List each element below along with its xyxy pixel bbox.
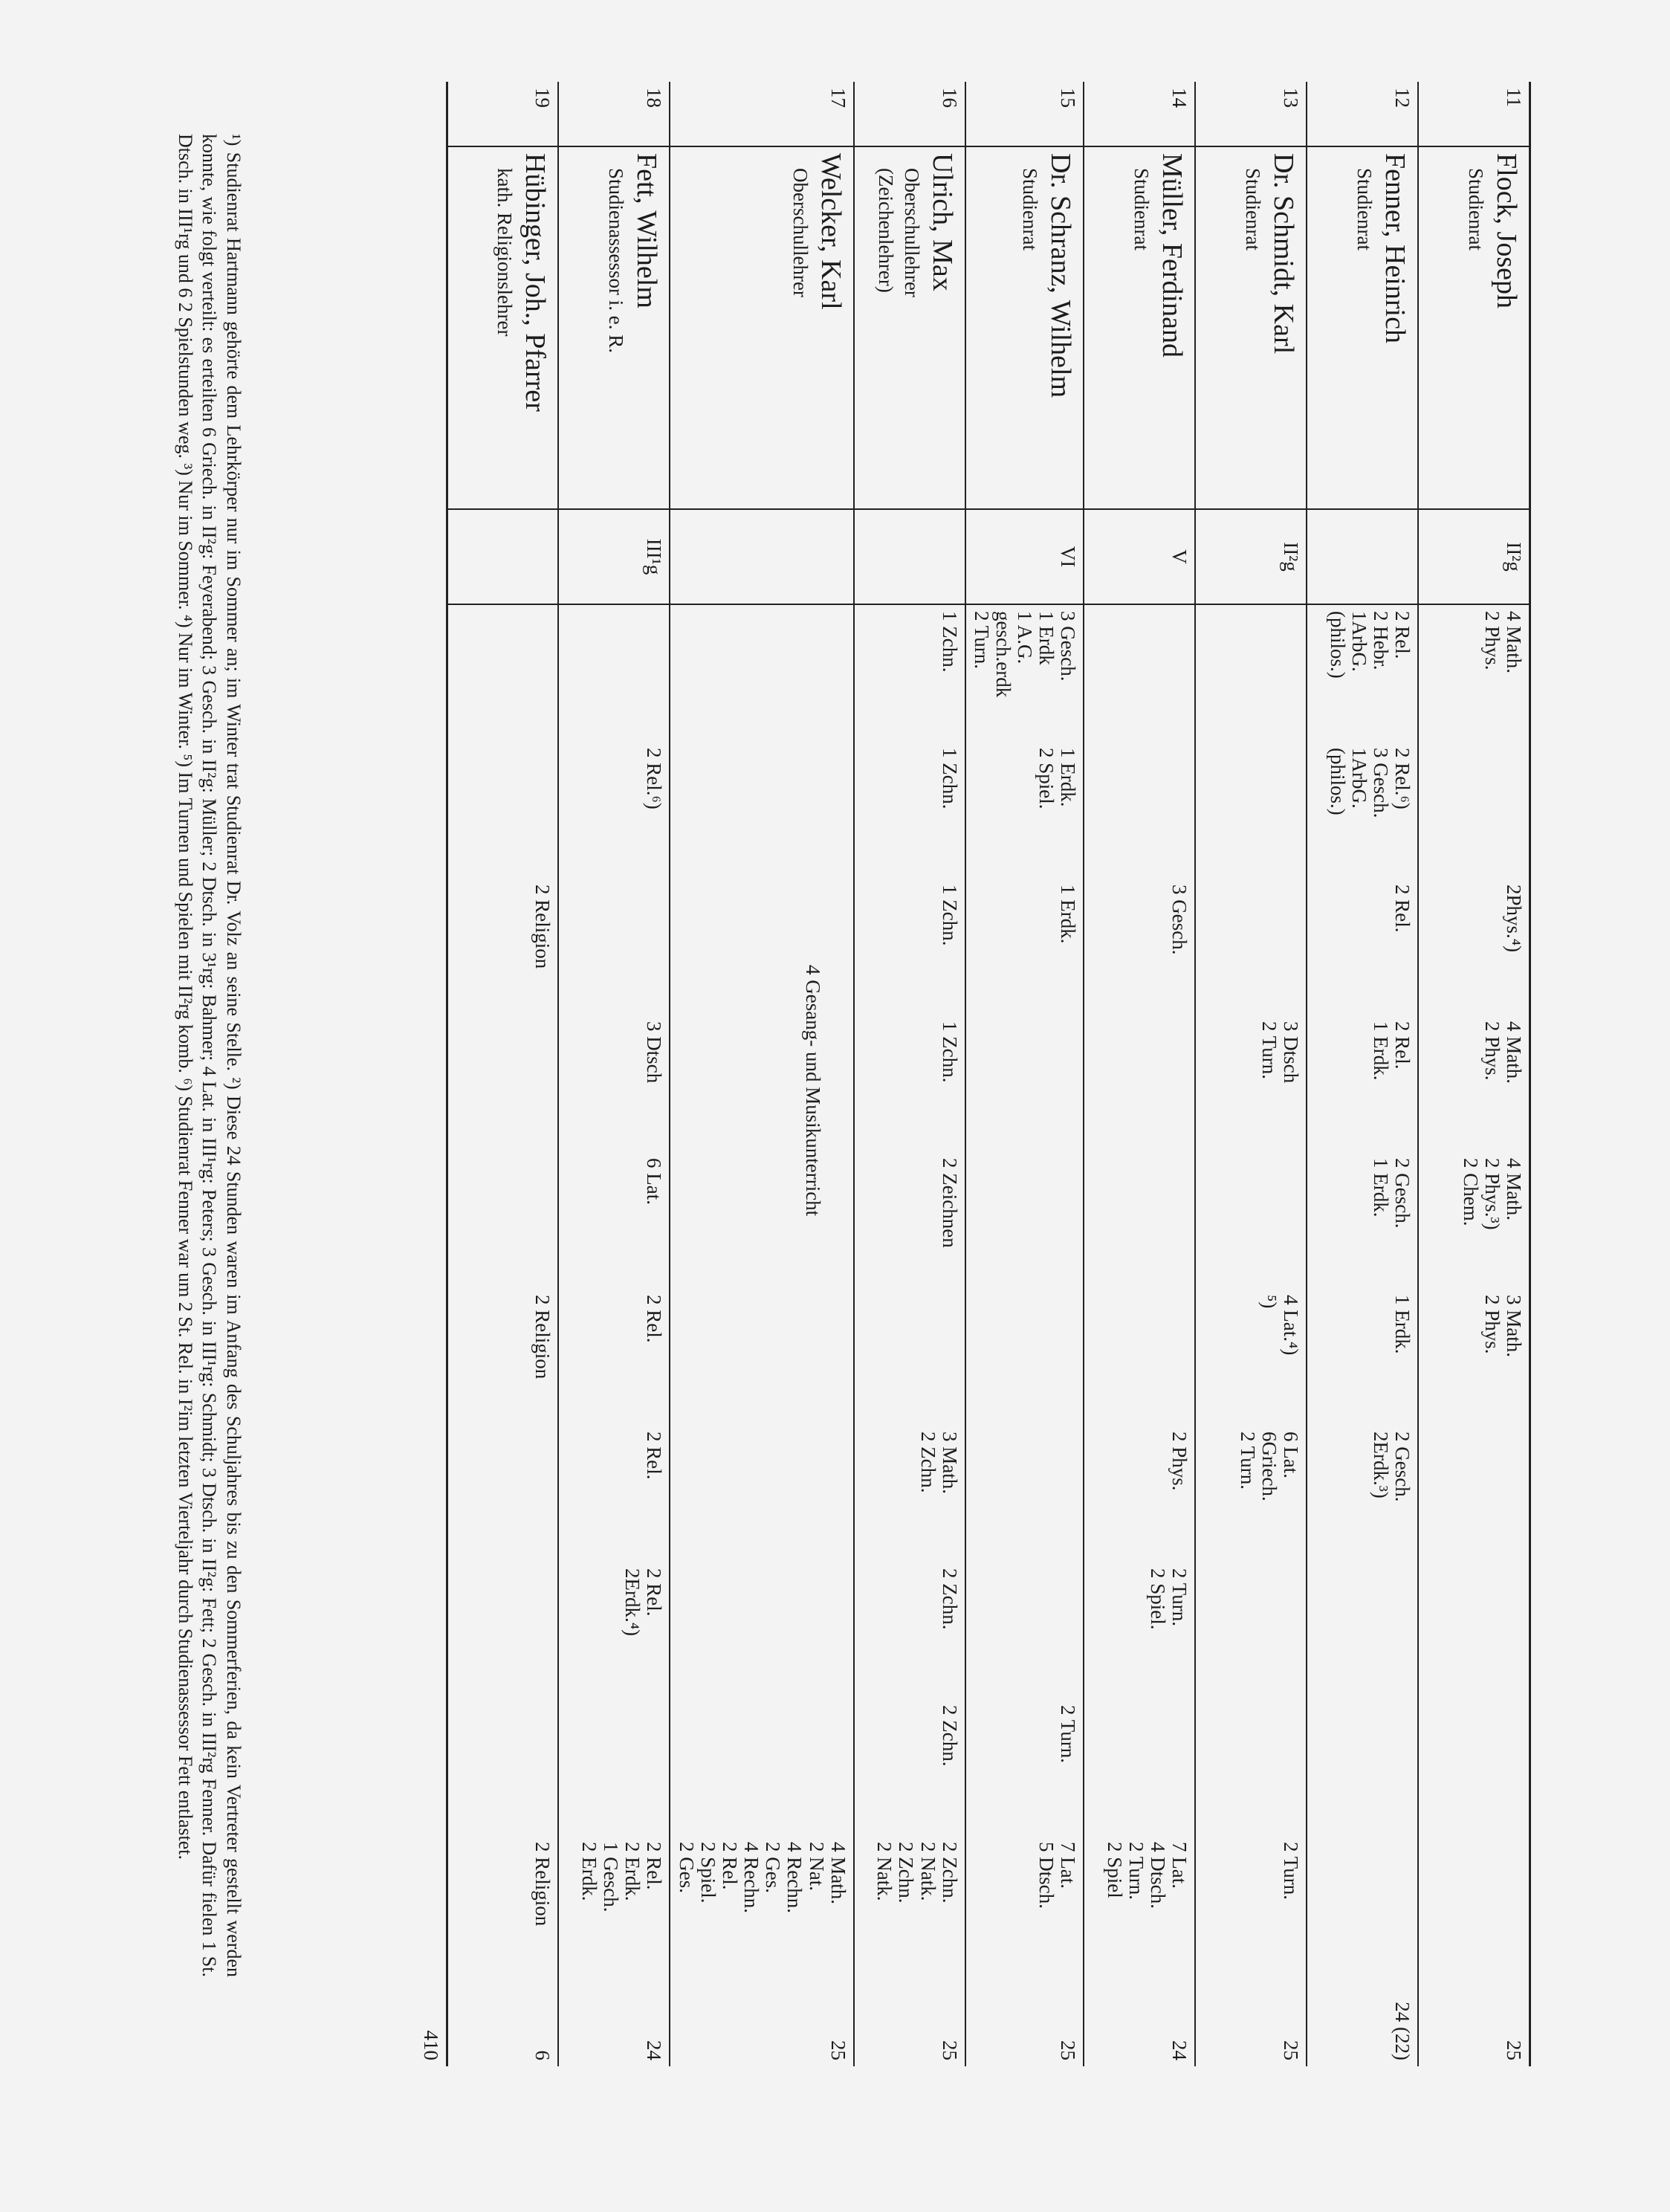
- lesson-entry: 2 Turn.: [1125, 1842, 1148, 1901]
- lesson-entry: 2 Religion: [531, 885, 554, 969]
- lesson-cell: [854, 1836, 965, 1973]
- teacher-title: Oberschullehrer: [900, 168, 923, 297]
- lesson-entry: 2 Rel.: [1391, 885, 1414, 933]
- footnotes: [173, 134, 246, 1977]
- class-cell: [854, 509, 965, 604]
- lesson-entry: 2 Turn.: [1057, 1705, 1080, 1764]
- lesson-entry: 2 Rel.: [643, 1568, 666, 1617]
- lesson-entry: 7 Lat.: [1057, 1842, 1080, 1889]
- lesson-entry: 2 Chem.: [1459, 1158, 1482, 1226]
- lesson-entry: 1 Zchn.: [938, 885, 961, 946]
- row-number: 14: [1084, 82, 1196, 146]
- lesson-cell: [558, 1836, 670, 1973]
- teacher-cell: [854, 146, 965, 509]
- teacher-title: kath. Religionslehrer: [493, 168, 517, 337]
- class-cell: II²g: [1419, 509, 1530, 604]
- lesson-cell: [854, 1289, 965, 1426]
- row-number: 19: [447, 82, 558, 146]
- lesson-entry: 2 Rel.: [1391, 611, 1414, 659]
- table-row: [1196, 82, 1307, 2066]
- lesson-cell: [1307, 879, 1419, 1015]
- class-cell: [447, 509, 558, 604]
- lesson-entry: 1 Zchn.: [938, 1021, 961, 1083]
- lesson-entry: 3 Gesch.: [1168, 885, 1191, 955]
- hours-cell: 25: [826, 2040, 849, 2060]
- teacher-cell: [1419, 146, 1530, 509]
- teacher-name: Dr. Schranz, Wilhelm: [1045, 153, 1077, 398]
- lesson-entry: 2 Zchn.: [895, 1842, 918, 1904]
- lesson-cell: [1196, 1699, 1307, 1836]
- lesson-cell: [558, 604, 670, 742]
- hours-cell: 24: [643, 2040, 666, 2060]
- lesson-entry: 2 Rel.: [643, 1295, 666, 1343]
- lesson-entry: 1 Erdk.: [1057, 748, 1080, 807]
- lesson-entry: 1 A.G.: [1014, 611, 1037, 664]
- teacher-cell: [670, 146, 853, 509]
- teacher-title: Studienrat: [1464, 168, 1487, 250]
- lesson-entry: 2Erdk.⁴): [621, 1568, 644, 1637]
- lesson-cell: [447, 879, 558, 1015]
- total-spacer: [387, 82, 447, 1973]
- lesson-cell: [1419, 1562, 1530, 1699]
- lesson-entry: 3 Gesch.: [1370, 748, 1393, 818]
- lesson-cell: [965, 1836, 1084, 1973]
- lesson-entry: 2 Turn.: [970, 611, 993, 670]
- bleed-through-text: [83, 149, 111, 155]
- lesson-entry: 1 Erdk.: [1370, 1158, 1393, 1217]
- lesson-entry: 1 Gesch.: [600, 1842, 623, 1912]
- lesson-cell: [558, 742, 670, 879]
- teacher-cell: [965, 146, 1084, 509]
- lesson-cell: [1307, 1562, 1419, 1699]
- teacher-title: Studienrat: [1019, 168, 1042, 250]
- class-cell: VI: [965, 509, 1084, 604]
- lesson-cell: [854, 742, 965, 879]
- lesson-entry: 2 Rel.: [643, 1432, 666, 1480]
- table-row: [670, 82, 853, 2066]
- lesson-cell: [1196, 1289, 1307, 1426]
- row-number: 11: [1419, 82, 1530, 146]
- teacher-title: Studienrat: [1353, 168, 1376, 250]
- lesson-cell: [1084, 1152, 1196, 1289]
- lesson-span-cell: 4 Gesang- und Musikunterricht: [801, 965, 824, 1217]
- lesson-entry: 2 Rel.⁶): [1391, 748, 1414, 809]
- lesson-entry: 2 Turn.: [1237, 1432, 1260, 1490]
- lesson-cell: [447, 1562, 558, 1699]
- lesson-entry: 2 Erdk.: [578, 1842, 601, 1901]
- lesson-cell: [1419, 1015, 1530, 1152]
- table-row: [1419, 82, 1530, 2066]
- row-number: 18: [558, 82, 670, 146]
- lesson-cell: [1084, 1562, 1196, 1699]
- hours-cell: 25: [1057, 2040, 1080, 2060]
- lesson-entry: 1 Erdk.: [1391, 1295, 1414, 1354]
- footnote-text: ¹) Studienrat Hartmann gehörte dem Lehrkörper nur im Sommer an; im Winter trat Studienrat Dr. Volz an seine Stelle. ²) Diese 24 Stunden waren im Anfang des Schuljahres bis zu den Sommerferien, da kein Vertreter gestellt werden konnte, wie folgt verteilt: es erteilten 6 Griech. in II²g: Feyerabend; 3 Gesch. in II²g: Müller; 2 Dtsch. in 3¹rg: Bahmer; 4 Lat. in III¹rg: Peters; 3 Gesch. in III¹rg: Schmidt; 3 Dtsch. in II²g: Fett; 2 Gesch. in III²rg Fenner. Dafür fielen 1 St. Dtsch. in III¹rg und 6 2 Spielstunden weg. ³) Nur im Sommer. ⁴) Nur im Winter. ⁵) Im Turnen und Spielen mit II²rg komb. ⁶) Studienrat Fenner war um 2 St. Rel. in I²im letzten Vierteljahr durch Studienassessor Fett entlastet.: [175, 134, 245, 1977]
- lesson-entry: 4 Math.: [1503, 1021, 1525, 1084]
- lesson-entry: 3 Math.: [1503, 1295, 1525, 1357]
- lesson-cell: [854, 879, 965, 1015]
- lesson-entry: 2 Zchn.: [938, 1705, 961, 1767]
- lesson-entry: 2 Phys.³): [1480, 1158, 1504, 1230]
- lesson-cell: [558, 1152, 670, 1289]
- teacher-name: Dr. Schmidt, Karl: [1268, 153, 1300, 355]
- lesson-cell: [1307, 1289, 1419, 1426]
- lesson-entry: 2 Ges.: [675, 1842, 698, 1893]
- lesson-cell: [1084, 879, 1196, 1015]
- teacher-name: Fett, Wilhelm: [631, 153, 663, 308]
- class-cell: [1307, 509, 1419, 604]
- teacher-name: Hübinger, Joh., Pfarrer: [520, 153, 551, 412]
- lesson-cell: [1307, 1426, 1419, 1562]
- lesson-entry: 1 Erdk.: [1057, 885, 1080, 944]
- teacher-cell: [1307, 146, 1419, 509]
- teacher-title: Studienrat: [1242, 168, 1265, 250]
- lesson-cell: [854, 1699, 965, 1836]
- lesson-entry: 2 Spiel.: [1035, 748, 1058, 809]
- lesson-cell: [1084, 1699, 1196, 1836]
- lesson-entry: 2 Natk.: [873, 1842, 896, 1901]
- teacher-title-extra: (Zeichenlehrer): [874, 168, 897, 293]
- lesson-entry: 4 Rechn.: [783, 1842, 806, 1913]
- lesson-entry: 2 Zchn.: [916, 1432, 939, 1493]
- row-number: 12: [1307, 82, 1419, 146]
- row-number: 16: [854, 82, 965, 146]
- lesson-cell: [1419, 1289, 1530, 1426]
- lesson-entry: 2 Zchn.: [938, 1842, 961, 1904]
- lesson-cell: [965, 1152, 1084, 1289]
- lesson-entry: 2 Turn.: [1168, 1568, 1191, 1627]
- lesson-entry: 2 Gesch.: [1391, 1432, 1414, 1502]
- lesson-cell: [1196, 1562, 1307, 1699]
- lesson-cell: [447, 1152, 558, 1289]
- lesson-cell: [1419, 742, 1530, 879]
- lesson-entry: 2 Nat.: [805, 1842, 828, 1891]
- lesson-entry: 2 Spiel.: [696, 1842, 719, 1904]
- lesson-cell: [1084, 742, 1196, 879]
- lesson-entry: 2 Phys.: [1480, 611, 1504, 670]
- lesson-cell: [670, 1836, 853, 1973]
- lesson-entry: 2 Gesch.: [1391, 1158, 1414, 1229]
- lesson-entry: 2 Erdk.: [621, 1842, 644, 1901]
- class-cell: [670, 509, 853, 604]
- lesson-entry: 4 Math.: [1503, 611, 1525, 673]
- lesson-cell: [447, 1015, 558, 1152]
- lesson-entry: 1 Zchn.: [938, 611, 961, 673]
- teacher-name: Müller, Ferdinand: [1156, 153, 1188, 358]
- lesson-entry: 2 Spiel: [1104, 1842, 1127, 1898]
- lesson-entry: 1 Erdk: [1035, 611, 1058, 665]
- lesson-entry: 4 Math.: [826, 1842, 849, 1904]
- lesson-entry: 4 Rechn.: [740, 1842, 763, 1913]
- lesson-cell: [965, 879, 1084, 1015]
- hours-cell: 24 (22): [1391, 2002, 1414, 2060]
- table-row: [1307, 82, 1419, 2066]
- row-number: 17: [670, 82, 853, 146]
- lesson-entry: 2 Turn.: [1258, 1021, 1281, 1080]
- lesson-cell: [1084, 1426, 1196, 1562]
- lesson-cell: [1419, 1699, 1530, 1836]
- teacher-cell: [558, 146, 670, 509]
- lesson-cell: [1084, 1289, 1196, 1426]
- lesson-entry: 1 Zchn.: [938, 748, 961, 809]
- lesson-cell: [1419, 1836, 1530, 1973]
- lesson-entry: 2 Zchn.: [938, 1568, 961, 1630]
- lesson-entry: 3 Dtsch: [1280, 1021, 1303, 1084]
- rotated-document: [149, 82, 1531, 2060]
- lesson-cell: [854, 1426, 965, 1562]
- class-cell: II²g: [1196, 509, 1307, 604]
- lesson-cell: [965, 1015, 1084, 1152]
- lesson-cell: [1196, 1426, 1307, 1562]
- lesson-cell: [965, 742, 1084, 879]
- lesson-cell: [1307, 1836, 1419, 1973]
- teacher-title: Oberschullehrer: [789, 168, 812, 297]
- teacher-cell: [447, 146, 558, 509]
- lesson-cell: [1196, 742, 1307, 879]
- lesson-cell: [1307, 1015, 1419, 1152]
- lesson-cell: [447, 604, 558, 742]
- lesson-entry: 2 Rel.⁶): [643, 748, 666, 809]
- lesson-cell: [447, 1289, 558, 1426]
- table-row: [854, 82, 965, 2066]
- lesson-cell: [854, 1015, 965, 1152]
- lesson-entry: 2Phys.⁴): [1503, 885, 1525, 953]
- lesson-entry: gesch.erdk: [992, 611, 1015, 698]
- lesson-entry: 5 Dtsch.: [1035, 1842, 1058, 1909]
- lesson-entry: 2Erdk.³): [1370, 1432, 1393, 1498]
- lesson-entry: 4 Dtsch.: [1147, 1842, 1170, 1909]
- class-cell: III¹g: [558, 509, 670, 604]
- lesson-cell: [854, 1562, 965, 1699]
- lesson-cell: [1419, 1426, 1530, 1562]
- lesson-entry: 2 Hebr.: [1370, 611, 1393, 670]
- lesson-cell: [965, 1562, 1084, 1699]
- lesson-entry: (philos.): [1327, 611, 1350, 679]
- lesson-cell: [1307, 742, 1419, 879]
- row-number: 13: [1196, 82, 1307, 146]
- lesson-entry: 3 Math.: [938, 1432, 961, 1494]
- teacher-name: Ulrich, Max: [926, 153, 958, 291]
- table-row: [965, 82, 1084, 2066]
- lesson-entry: 2 Phys.: [1480, 1295, 1504, 1354]
- lesson-cell: [1307, 1699, 1419, 1836]
- lesson-cell: [447, 1699, 558, 1836]
- lesson-entry: 4 Math.: [1503, 1158, 1525, 1220]
- lesson-entry: 7 Lat.: [1168, 1842, 1191, 1889]
- row-number: 15: [965, 82, 1084, 146]
- lesson-cell: [447, 742, 558, 879]
- lesson-cell: [558, 1426, 670, 1562]
- lesson-entry: 2 Zeichnen: [938, 1158, 961, 1248]
- teacher-cell: [1084, 146, 1196, 509]
- lesson-cell: [447, 1836, 558, 1973]
- lesson-entry: 6 Lat.: [643, 1158, 666, 1205]
- lesson-cell: [447, 1426, 558, 1562]
- lesson-entry: 2 Religion: [531, 1295, 554, 1380]
- lesson-cell: [1084, 604, 1196, 742]
- teacher-name: Flock, Joseph: [1491, 153, 1522, 308]
- hours-cell: 25: [1280, 2040, 1303, 2060]
- hours-cell: 25: [938, 2040, 961, 2060]
- lesson-entry: 2 Natk.: [916, 1842, 939, 1901]
- lesson-entry: 2 Turn.: [1280, 1842, 1303, 1901]
- lesson-cell: [558, 879, 670, 1015]
- teacher-name: Welcker, Karl: [815, 153, 847, 310]
- lesson-cell: [965, 1699, 1084, 1836]
- lesson-cell: [1419, 604, 1530, 742]
- table-row: [558, 82, 670, 2066]
- lesson-cell: [854, 604, 965, 742]
- lesson-cell: [670, 604, 853, 742]
- table-row: [447, 82, 558, 2066]
- lesson-cell: [965, 1426, 1084, 1562]
- lesson-cell: [1419, 879, 1530, 1015]
- teacher-name: Fenner, Heinrich: [1379, 153, 1411, 343]
- lesson-cell: [1196, 604, 1307, 742]
- lesson-entry: 1ArbG.: [1348, 611, 1371, 672]
- lesson-cell: [1196, 1152, 1307, 1289]
- lesson-cell: [1419, 1152, 1530, 1289]
- teacher-cell: [1196, 146, 1307, 509]
- lesson-entry: 2 Phys.: [1480, 1021, 1504, 1081]
- hours-cell: 25: [1503, 2040, 1525, 2060]
- lesson-entry: 6 Lat.: [1280, 1432, 1303, 1478]
- lesson-cell: [965, 604, 1084, 742]
- lesson-entry: 2 Rel.: [718, 1842, 741, 1890]
- lesson-entry: 2 Religion: [531, 1842, 554, 1927]
- lesson-entry: ⁵): [1258, 1295, 1281, 1309]
- hours-cell: 24: [1168, 2040, 1191, 2060]
- lesson-cell: [558, 1699, 670, 1836]
- total-row: [387, 82, 447, 2066]
- lesson-entry: 2 Spiel.: [1147, 1568, 1170, 1630]
- lesson-entry: 6Griech.: [1258, 1432, 1281, 1501]
- lesson-entry: 1ArbG.: [1348, 748, 1371, 809]
- lesson-cell: [1307, 1152, 1419, 1289]
- lesson-entry: 2 Rel.: [643, 1842, 666, 1890]
- lesson-cell: [1084, 1836, 1196, 1973]
- lesson-cell: [1196, 1015, 1307, 1152]
- lesson-cell: [558, 1289, 670, 1426]
- lesson-entry: 2 Phys.: [1168, 1432, 1191, 1491]
- lesson-cell: [1196, 1836, 1307, 1973]
- lesson-entry: 1 Erdk.: [1370, 1021, 1393, 1081]
- lesson-cell: [1307, 604, 1419, 742]
- lesson-entry: 3 Dtsch: [643, 1021, 666, 1084]
- lesson-cell: [965, 1289, 1084, 1426]
- lesson-cell: [1196, 879, 1307, 1015]
- teacher-title: Studienassessor i. e. R.: [605, 168, 628, 353]
- teacher-title: Studienrat: [1130, 168, 1153, 250]
- lesson-entry: 2 Ges.: [762, 1842, 785, 1893]
- teacher-schedule-table: [387, 82, 1531, 2066]
- lesson-cell: [1084, 1015, 1196, 1152]
- lesson-cell: [854, 1152, 965, 1289]
- class-cell: V: [1084, 509, 1196, 604]
- lesson-entry: (philos.): [1327, 748, 1350, 815]
- lesson-entry: 2 Rel.: [1391, 1021, 1414, 1070]
- lesson-cell: [558, 1015, 670, 1152]
- table-row: [1084, 82, 1196, 2066]
- lesson-entry: 3 Gesch.: [1057, 611, 1080, 682]
- total-hours: 410: [419, 2030, 442, 2060]
- lesson-cell: [558, 1562, 670, 1699]
- lesson-entry: 4 Lat.⁴): [1280, 1295, 1303, 1356]
- hours-cell: 6: [531, 2050, 554, 2060]
